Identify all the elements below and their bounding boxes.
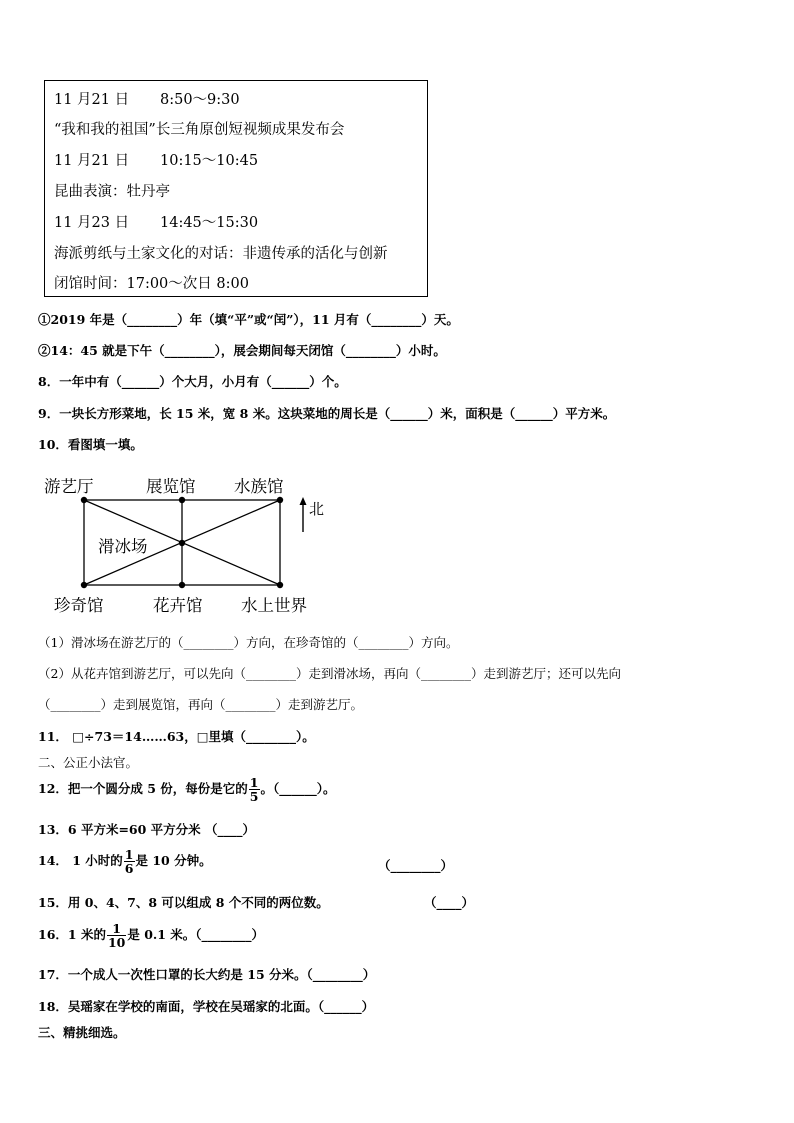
map-point-n bbox=[179, 497, 185, 503]
question-16-text: 16．1 米的 bbox=[38, 927, 106, 942]
schedule-line bbox=[54, 272, 249, 293]
section-2-title: 二、公正小法官。 bbox=[38, 755, 139, 770]
fraction-numerator: 1 bbox=[124, 847, 134, 862]
map-point-se bbox=[277, 582, 283, 588]
schedule-date: 11 月21 日 bbox=[54, 153, 130, 169]
map-point-sw bbox=[81, 582, 87, 588]
north-label: 北 bbox=[309, 500, 325, 518]
schedule-line bbox=[54, 242, 388, 263]
question-14-text: 14． 1 小时的 bbox=[38, 853, 123, 868]
schedule-line bbox=[54, 118, 344, 139]
schedule-event: 昆曲表演：牡丹亭 bbox=[54, 184, 170, 200]
fraction bbox=[124, 848, 135, 875]
schedule-time: 10:15～10:45 bbox=[160, 153, 259, 169]
map-label-sw: 珍奇馆 bbox=[54, 596, 104, 615]
question-10-2-cont: （________）走到展览馆，再向（________）走到游艺厅。 bbox=[38, 697, 364, 712]
question-14-text-end: 是 10 分钟。 bbox=[135, 853, 212, 868]
schedule-line bbox=[54, 149, 259, 170]
question-15-blank: （____） bbox=[424, 895, 475, 910]
map-label-s: 花卉馆 bbox=[153, 596, 203, 615]
question-9: 9．一块长方形菜地，长 15 米，宽 8 米。这块菜地的周长是（______）米，面积是（______）平方米。 bbox=[38, 406, 616, 421]
map-label-nw: 游艺厅 bbox=[44, 477, 94, 496]
north-arrowhead-icon bbox=[300, 497, 307, 505]
question-16-text-end: 是 0.1 米。（________） bbox=[127, 927, 265, 942]
question-15: 15．用 0、4、7、8 可以组成 8 个不同的两位数。 bbox=[38, 895, 329, 910]
map-point-nw bbox=[81, 497, 87, 503]
fraction-denominator: 10 bbox=[107, 935, 126, 950]
question-13: 13．6 平方米=60 平方分米 （____） bbox=[38, 822, 256, 837]
map-point-center bbox=[179, 540, 185, 546]
question-16 bbox=[38, 922, 264, 949]
schedule-line bbox=[54, 180, 170, 201]
fraction-denominator: 5 bbox=[249, 789, 259, 804]
section-3-title: 三、精挑细选。 bbox=[38, 1025, 126, 1040]
question-7-2: ②14：45 就是下午（________），展会期间每天闭馆（________）小时。 bbox=[38, 343, 446, 358]
schedule-line bbox=[54, 88, 240, 109]
map-point-ne bbox=[277, 497, 283, 503]
schedule-time: 8:50～9:30 bbox=[160, 92, 240, 108]
schedule-time: 14:45～15:30 bbox=[160, 215, 259, 231]
question-12 bbox=[38, 776, 336, 803]
question-10-2: （2）从花卉馆到游艺厅，可以先向（________）走到滑冰场，再向（________）走到游艺厅；还可以先向 bbox=[38, 666, 621, 681]
fraction bbox=[249, 776, 260, 803]
schedule-closing: 闭馆时间：17:00～次日 8:00 bbox=[54, 276, 249, 292]
schedule-date: 11 月21 日 bbox=[54, 92, 130, 108]
map-label-se: 水上世界 bbox=[241, 596, 307, 615]
fraction bbox=[107, 922, 126, 949]
map-label-n: 展览馆 bbox=[146, 477, 196, 496]
schedule-event: 海派剪纸与土家文化的对话：非遗传承的活化与创新 bbox=[54, 246, 388, 262]
map-point-s bbox=[179, 582, 185, 588]
question-17: 17．一个成人一次性口罩的长大约是 15 分米。（________） bbox=[38, 967, 376, 982]
question-11: 11． □÷73＝14……63，□里填（________）。 bbox=[38, 729, 315, 744]
question-12-text: 12．把一个圆分成 5 份，每份是它的 bbox=[38, 781, 248, 796]
question-8: 8．一年中有（______）个大月，小月有（______）个。 bbox=[38, 374, 347, 389]
map-label-ne: 水族馆 bbox=[234, 477, 284, 496]
question-14-blank: （________） bbox=[378, 858, 454, 873]
question-10: 10．看图填一填。 bbox=[38, 437, 143, 452]
question-14 bbox=[38, 848, 212, 875]
fraction-numerator: 1 bbox=[249, 775, 259, 790]
question-18: 18．吴瑶家在学校的南面，学校在吴瑶家的北面。（______） bbox=[38, 999, 375, 1014]
question-12-blank: 。（______）。 bbox=[260, 781, 336, 796]
schedule-date: 11 月23 日 bbox=[54, 215, 130, 231]
schedule-line bbox=[54, 211, 259, 232]
map-label-center: 滑冰场 bbox=[98, 537, 148, 556]
fraction-numerator: 1 bbox=[112, 921, 121, 936]
question-7-1: ①2019 年是（________）年（填“平”或“闰”），11 月有（________）天。 bbox=[38, 312, 459, 327]
schedule-event: “我和我的祖国”长三角原创短视频成果发布会 bbox=[54, 122, 345, 138]
question-10-1: （1）滑冰场在游艺厅的（________）方向，在珍奇馆的（________）方向。 bbox=[38, 635, 459, 650]
fraction-denominator: 6 bbox=[124, 861, 134, 876]
